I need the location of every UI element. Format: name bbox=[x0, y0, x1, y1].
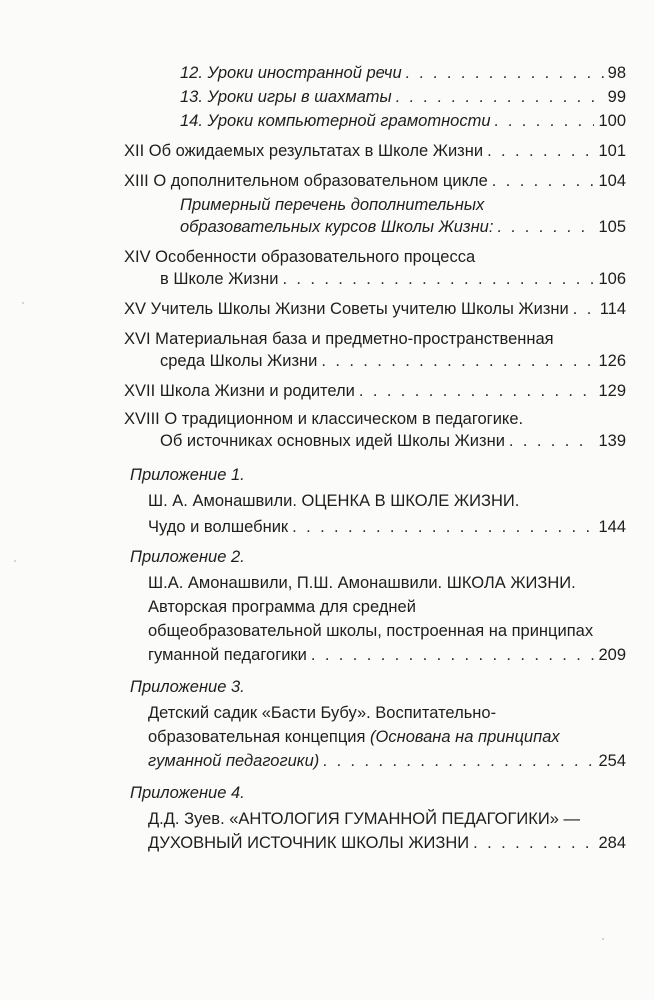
appendix-label: Приложение 1. bbox=[130, 466, 245, 484]
appendix-label: Приложение 3. bbox=[130, 678, 245, 696]
toc-entry-page: 114 bbox=[599, 300, 626, 318]
leader-dots bbox=[311, 644, 595, 666]
appendix-title: гуманной педагогики) bbox=[148, 752, 320, 770]
toc-entry-page: 139 bbox=[598, 432, 626, 450]
leader-dots bbox=[323, 750, 594, 772]
leader-dots bbox=[497, 216, 594, 238]
paper-speck bbox=[602, 938, 604, 940]
toc-entry bbox=[160, 268, 626, 290]
toc-entry-title: образовательных курсов Школы Жизни: bbox=[180, 218, 494, 236]
appendix-title-italic: (Основана на принципах bbox=[370, 728, 560, 746]
toc-entry-page: 101 bbox=[598, 142, 626, 160]
leader-dots bbox=[396, 86, 604, 108]
toc-entry-page: 100 bbox=[598, 112, 626, 130]
toc-entry-title: XIII О дополнительном образовательном цикле bbox=[124, 172, 488, 190]
appendix-page: 284 bbox=[598, 834, 626, 852]
toc-entry bbox=[124, 298, 626, 320]
leader-dots bbox=[321, 350, 594, 372]
paper-speck bbox=[14, 560, 16, 562]
appendix-page: 254 bbox=[598, 752, 626, 770]
appendix-title-line: Ш.А. Амонашвили, П.Ш. Амонашвили. ШКОЛА ЖИЗНИ. bbox=[148, 574, 576, 592]
toc-entry bbox=[180, 62, 626, 84]
leader-dots bbox=[282, 268, 594, 290]
toc-entry bbox=[180, 216, 626, 238]
toc-entry-page: 105 bbox=[598, 218, 626, 236]
toc-entry-page: 99 bbox=[607, 88, 626, 106]
toc-entry-page: 98 bbox=[607, 64, 626, 82]
appendix-title-line bbox=[148, 726, 560, 748]
toc-entry-title: XVII Школа Жизни и родители bbox=[124, 382, 355, 400]
toc-entry-page: 129 bbox=[598, 382, 626, 400]
toc-entry-title: 13. Уроки игры в шахматы bbox=[180, 88, 392, 106]
toc-entry-page: 126 bbox=[598, 352, 626, 370]
toc-entry-title: в Школе Жизни bbox=[160, 270, 279, 288]
appendix-label: Приложение 4. bbox=[130, 784, 245, 802]
toc-entry bbox=[180, 110, 626, 132]
appendix-title-line: Ш. А. Амонашвили. ОЦЕНКА В ШКОЛЕ ЖИЗНИ. bbox=[148, 492, 520, 510]
appendix-title: гуманной педагогики bbox=[148, 646, 307, 664]
toc-entry bbox=[180, 86, 626, 108]
appendix-page: 144 bbox=[598, 518, 626, 536]
appendix-entry bbox=[148, 750, 626, 772]
toc-entry bbox=[124, 140, 626, 162]
leader-dots bbox=[573, 298, 596, 320]
toc-entry bbox=[124, 380, 626, 402]
toc-entry-title: 12. Уроки иностранной речи bbox=[180, 64, 402, 82]
paper-speck bbox=[22, 302, 24, 304]
leader-dots bbox=[492, 170, 595, 192]
toc-entry-title-line1: Примерный перечень дополнительных bbox=[180, 196, 485, 214]
toc-entry bbox=[124, 170, 626, 192]
toc-entry-title: Об источниках основных идей Школы Жизни bbox=[160, 432, 505, 450]
leader-dots bbox=[509, 430, 595, 452]
appendix-entry bbox=[148, 644, 626, 666]
appendix-entry bbox=[148, 832, 626, 854]
leader-dots bbox=[495, 110, 595, 132]
toc-entry-title: XV Учитель Школы Жизни Советы учителю Школы Жизни bbox=[124, 300, 569, 318]
appendix-title-line: Детский садик «Басти Бубу». Воспитательно- bbox=[148, 704, 497, 722]
toc-entry-title-line1: XIV Особенности образовательного процесса bbox=[124, 248, 476, 266]
toc-entry-title: 14. Уроки компьютерной грамотности bbox=[180, 112, 491, 130]
appendix-page: 209 bbox=[598, 646, 626, 664]
appendix-entry bbox=[148, 516, 626, 538]
appendix-title: Чудо и волшебник bbox=[148, 518, 289, 536]
toc-entry-title-line1: XVI Материальная база и предметно-пространственная bbox=[124, 330, 554, 348]
appendix-label: Приложение 2. bbox=[130, 548, 245, 566]
appendix-title-line: общеобразовательной школы, построенная на принципах bbox=[148, 622, 594, 640]
toc-entry-title-line1: XVIII О традиционном и классическом в педагогике. bbox=[124, 410, 524, 428]
leader-dots bbox=[473, 832, 594, 854]
appendix-title-line: Авторская программа для средней bbox=[148, 598, 416, 616]
toc-entry bbox=[160, 350, 626, 372]
toc-entry-page: 106 bbox=[598, 270, 626, 288]
appendix-title: ДУХОВНЫЙ ИСТОЧНИК ШКОЛЫ ЖИЗНИ bbox=[148, 834, 470, 852]
leader-dots bbox=[359, 380, 595, 402]
appendix-title-line: Д.Д. Зуев. «АНТОЛОГИЯ ГУМАННОЙ ПЕДАГОГИКИ» — bbox=[148, 810, 580, 828]
leader-dots bbox=[487, 140, 594, 162]
toc-entry-title: среда Школы Жизни bbox=[160, 352, 318, 370]
toc-entry-page: 104 bbox=[598, 172, 626, 190]
leader-dots bbox=[406, 62, 604, 84]
appendix-title-plain: образовательная концепция bbox=[148, 728, 371, 746]
toc-entry bbox=[160, 430, 626, 452]
leader-dots bbox=[292, 516, 594, 538]
toc-entry-title: XII Об ожидаемых результатах в Школе Жизни bbox=[124, 142, 484, 160]
